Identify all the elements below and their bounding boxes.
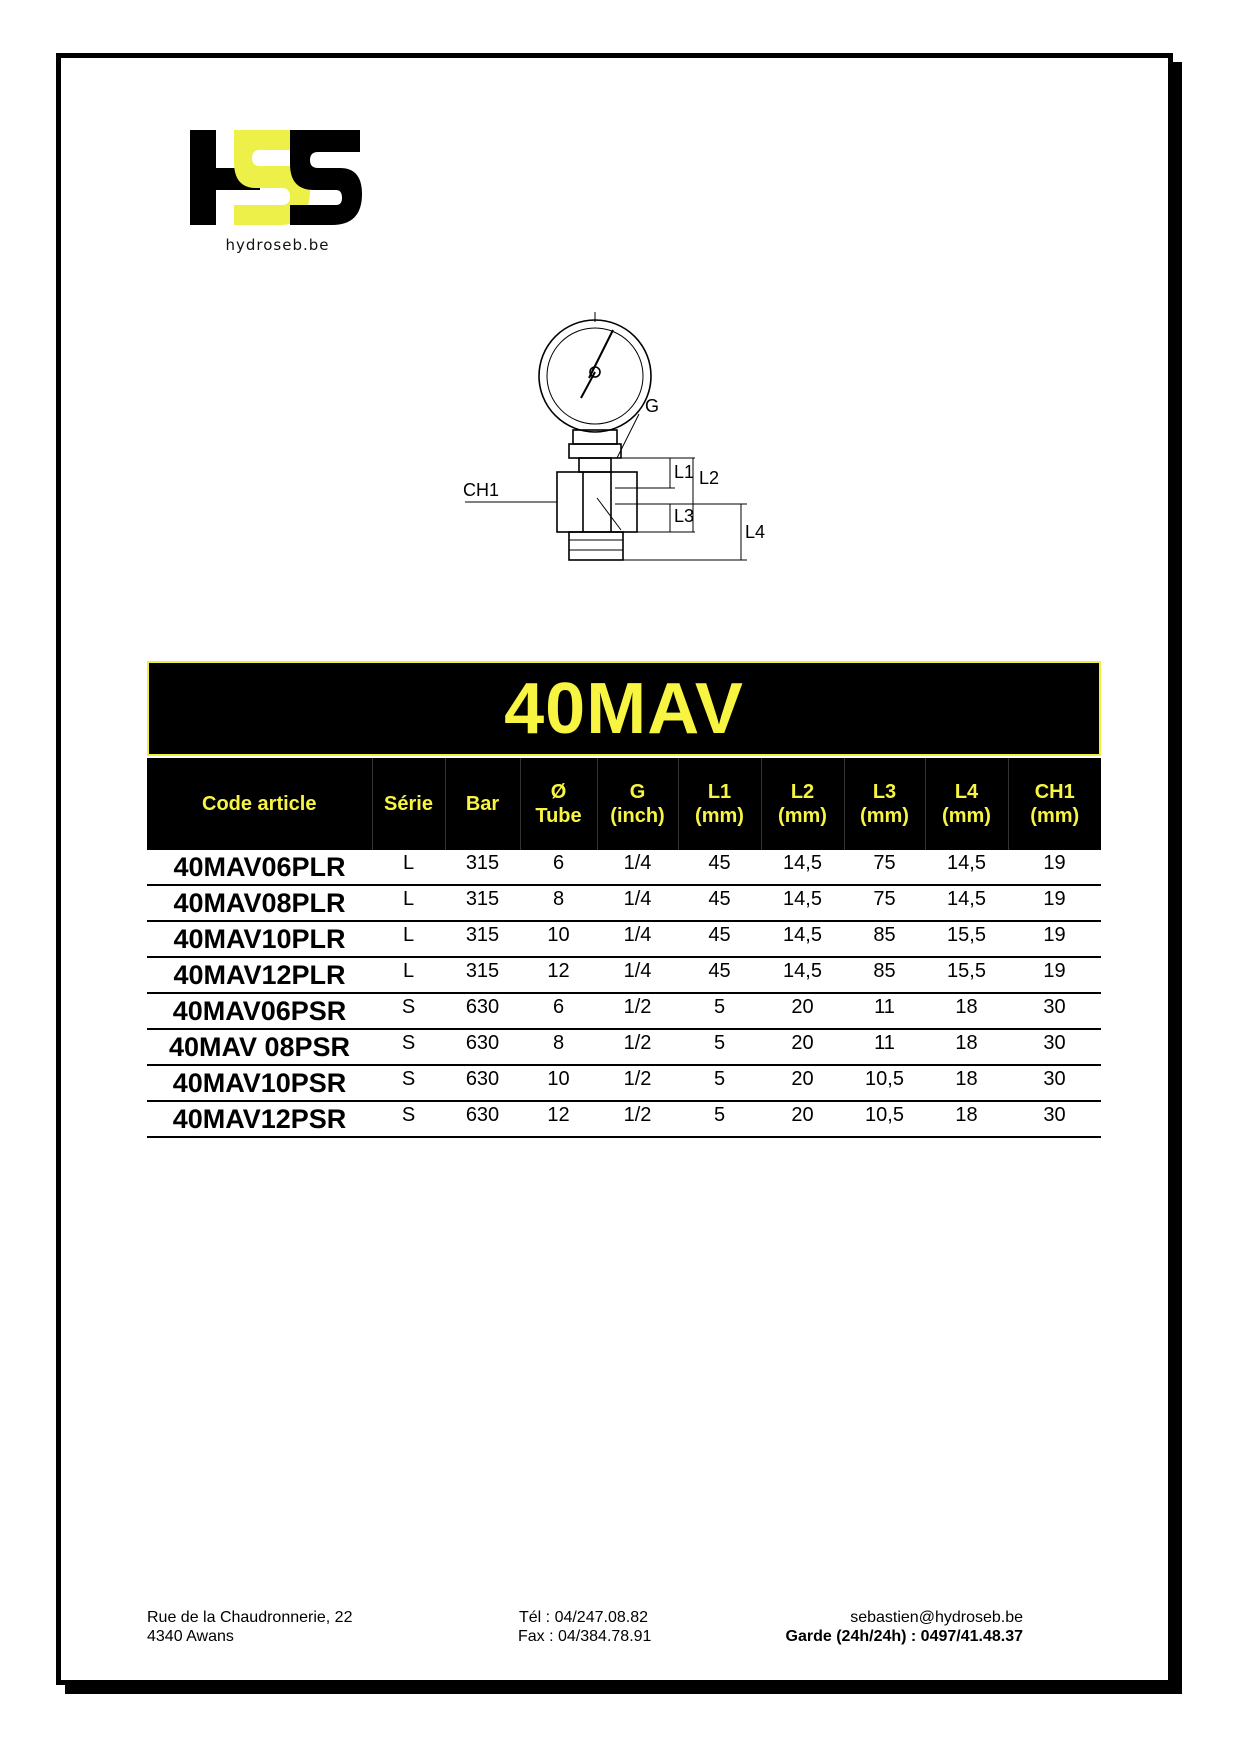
article-code-cell: 40MAV06PLR (147, 850, 372, 885)
table-cell: 14,5 (761, 957, 844, 993)
table-cell: 11 (844, 993, 925, 1029)
company-logo (190, 128, 365, 258)
table-cell: 14,5 (761, 850, 844, 885)
column-header-line: (inch) (610, 805, 665, 827)
article-code-cell: 40MAV06PSR (147, 993, 372, 1029)
table-cell: 10,5 (844, 1101, 925, 1137)
table-row (147, 993, 1101, 1029)
emergency-phone: Garde (24h/24h) : 0497/41.48.37 (785, 1628, 1023, 1645)
article-code-cell: 40MAV12PLR (147, 957, 372, 993)
table-cell: 20 (761, 1029, 844, 1065)
column-header (761, 758, 844, 850)
table-cell: 19 (1008, 850, 1101, 885)
table-cell: 14,5 (925, 850, 1008, 885)
spec-table (147, 758, 1101, 1138)
table-cell: 1/4 (597, 885, 678, 921)
column-header-line: G (629, 781, 646, 803)
phone-number: Tél : 04/247.08.82 (519, 1609, 648, 1626)
label-l4: L4 (745, 522, 766, 542)
article-code-cell: 40MAV12PSR (147, 1101, 372, 1137)
column-header (597, 758, 678, 850)
table-cell: 12 (520, 957, 597, 993)
table-cell: 1/2 (597, 1029, 678, 1065)
article-code-cell: 40MAV 08PSR (147, 1029, 372, 1065)
table-cell: S (372, 993, 445, 1029)
table-cell: S (372, 1065, 445, 1101)
table-cell: 5 (678, 1029, 761, 1065)
table-cell: 75 (844, 850, 925, 885)
table-cell: 1/4 (597, 850, 678, 885)
column-header (1008, 758, 1101, 850)
table-cell: 85 (844, 957, 925, 993)
table-cell: S (372, 1101, 445, 1137)
label-ch1: CH1 (463, 480, 500, 500)
logo-caption: hydroseb.be (225, 236, 330, 254)
table-cell: 20 (761, 993, 844, 1029)
column-header-line: Ø (550, 781, 567, 803)
table-cell: 45 (678, 957, 761, 993)
table-cell: 12 (520, 1101, 597, 1137)
table-cell: 18 (925, 993, 1008, 1029)
column-header (520, 758, 597, 850)
table-cell: 1/2 (597, 993, 678, 1029)
table-cell: 5 (678, 1101, 761, 1137)
table-row (147, 1029, 1101, 1065)
table-cell: 11 (844, 1029, 925, 1065)
table-cell: L (372, 885, 445, 921)
label-l3: L3 (674, 506, 695, 526)
table-cell: 10,5 (844, 1065, 925, 1101)
column-header-line: (mm) (695, 805, 744, 827)
table-cell: 6 (520, 993, 597, 1029)
table-cell: 315 (445, 921, 520, 957)
email-address: sebastien@hydroseb.be (850, 1609, 1023, 1626)
product-title: 40MAV (504, 668, 744, 749)
table-cell: L (372, 957, 445, 993)
table-cell: 14,5 (761, 921, 844, 957)
article-code-cell: 40MAV10PLR (147, 921, 372, 957)
table-header-row (147, 758, 1101, 850)
table-cell: 14,5 (761, 885, 844, 921)
table-row (147, 1065, 1101, 1101)
column-header-line: CH1 (1034, 781, 1075, 803)
fax-number: Fax : 04/384.78.91 (518, 1628, 652, 1645)
table-cell: 315 (445, 885, 520, 921)
column-header-line: Bar (465, 793, 500, 815)
table-row (147, 850, 1101, 885)
column-header-line: (mm) (942, 805, 991, 827)
column-header (147, 758, 372, 850)
column-header (925, 758, 1008, 850)
table-cell: 315 (445, 850, 520, 885)
table-cell: 30 (1008, 993, 1101, 1029)
table-cell: 1/4 (597, 921, 678, 957)
column-header-line: (mm) (860, 805, 909, 827)
label-g: G (645, 396, 660, 416)
table-row (147, 885, 1101, 921)
table-cell: 10 (520, 921, 597, 957)
table-cell: 8 (520, 885, 597, 921)
table-cell: 630 (445, 993, 520, 1029)
table-cell: 45 (678, 850, 761, 885)
table-cell: 1/2 (597, 1101, 678, 1137)
table-cell: 19 (1008, 885, 1101, 921)
table-cell: 630 (445, 1065, 520, 1101)
product-title-bar (147, 661, 1101, 756)
table-cell: 18 (925, 1065, 1008, 1101)
column-header (844, 758, 925, 850)
table-cell: 20 (761, 1065, 844, 1101)
column-header-line: L3 (872, 781, 897, 803)
table-cell: 75 (844, 885, 925, 921)
table-cell: 8 (520, 1029, 597, 1065)
column-header-line: Code article (202, 793, 317, 815)
column-header-line: (mm) (778, 805, 827, 827)
table-row (147, 957, 1101, 993)
article-code-cell: 40MAV08PLR (147, 885, 372, 921)
table-row (147, 1101, 1101, 1137)
column-header-line: L4 (954, 781, 979, 803)
table-row (147, 921, 1101, 957)
table-cell: S (372, 1029, 445, 1065)
table-cell: 45 (678, 921, 761, 957)
table-cell: 18 (925, 1029, 1008, 1065)
table-cell: L (372, 921, 445, 957)
column-header-line: Tube (535, 805, 582, 827)
address-street: Rue de la Chaudronnerie, 22 (147, 1609, 353, 1626)
hss-logo-icon (190, 128, 365, 233)
column-header (445, 758, 520, 850)
table-cell: 19 (1008, 921, 1101, 957)
article-code-cell: 40MAV10PSR (147, 1065, 372, 1101)
footer-phone (518, 1608, 651, 1646)
column-header-line: (mm) (1030, 805, 1080, 827)
table-cell: 18 (925, 1101, 1008, 1137)
gauge-diagram (455, 308, 815, 580)
column-header-line: L1 (707, 781, 732, 803)
table-cell: 6 (520, 850, 597, 885)
column-header (678, 758, 761, 850)
table-cell: 15,5 (925, 921, 1008, 957)
table-cell: 315 (445, 957, 520, 993)
table-cell: 30 (1008, 1065, 1101, 1101)
table-cell: 1/2 (597, 1065, 678, 1101)
column-header (372, 758, 445, 850)
table-cell: 20 (761, 1101, 844, 1137)
column-header-line: Série (384, 793, 433, 815)
table-cell: 10 (520, 1065, 597, 1101)
footer-address (147, 1608, 352, 1646)
table-cell: 14,5 (925, 885, 1008, 921)
footer-contact (786, 1608, 1023, 1646)
table-cell: 630 (445, 1029, 520, 1065)
table-cell: 30 (1008, 1029, 1101, 1065)
table-cell: 630 (445, 1101, 520, 1137)
table-cell: L (372, 850, 445, 885)
table-cell: 30 (1008, 1101, 1101, 1137)
label-l1: L1 (674, 462, 695, 482)
column-header-line: L2 (790, 781, 815, 803)
table-cell: 1/4 (597, 957, 678, 993)
label-l2: L2 (699, 468, 720, 488)
table-cell: 19 (1008, 957, 1101, 993)
table-cell: 45 (678, 885, 761, 921)
table-cell: 5 (678, 993, 761, 1029)
table-cell: 15,5 (925, 957, 1008, 993)
table-cell: 5 (678, 1065, 761, 1101)
table-cell: 85 (844, 921, 925, 957)
address-city: 4340 Awans (147, 1628, 234, 1645)
